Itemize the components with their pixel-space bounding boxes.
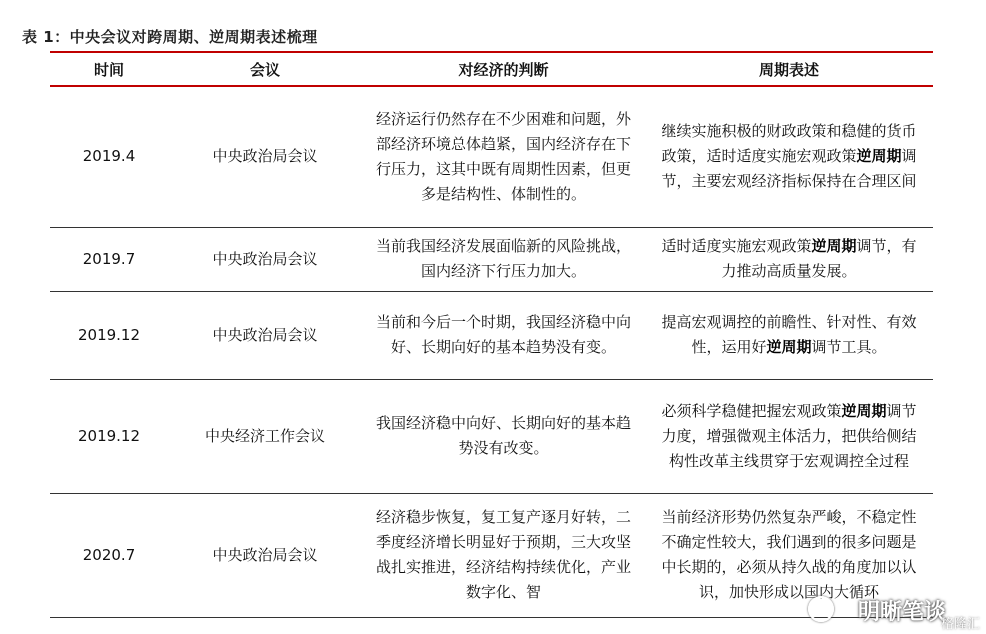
watermark-logo-icon: [808, 596, 834, 622]
cell-expression: [645, 86, 933, 227]
keyword-highlight: 逆周期: [811, 237, 857, 255]
col-header-judgement: 对经济的判断: [362, 53, 645, 86]
expression-text: 调节工具。: [811, 338, 887, 356]
expression-text: 调节，有力推动高质量发展。: [721, 237, 917, 280]
table-row: [50, 227, 933, 291]
col-header-meeting: 会议: [168, 53, 362, 86]
table-row: [50, 493, 933, 617]
data-table: [50, 53, 933, 618]
cell-time: 2020.7: [50, 493, 168, 617]
expression-text: 调节力度，增强微观主体活力，把供给侧结构性改革主线贯穿于宏观调控全过程: [661, 401, 917, 470]
cell-expression: [645, 379, 933, 493]
cell-expression: [645, 227, 933, 291]
cell-time: 2019.12: [50, 291, 168, 379]
watermark-site: 格隆汇: [940, 617, 980, 632]
table-row: [50, 291, 933, 379]
expression-text: 必须科学稳健把握宏观政策: [661, 401, 842, 420]
watermark-brand: 明晰笔谈: [857, 600, 946, 625]
cell-meeting: 中央政治局会议: [168, 493, 362, 617]
expression-text: 当前经济形势仍然复杂严峻，不稳定性不确定性较大，我们遇到的很多问题是中长期的，必须从持久战的角度加以认识，加快形成以国内大循环: [661, 508, 917, 601]
cell-time: 2019.7: [50, 227, 168, 291]
table-caption: 表 1：中央会议对跨周期、逆周期表述梳理: [22, 28, 318, 46]
cell-time: 2019.12: [50, 379, 168, 493]
cell-meeting: 中央经济工作会议: [168, 379, 362, 493]
cell-judgement: 经济运行仍然存在不少困难和问题，外部经济环境总体趋紧，国内经济存在下行压力，这其中既有周期性因素，但更多是结构性、体制性的。: [362, 86, 645, 227]
expression-text: 适时适度实施宏观政策: [661, 237, 812, 255]
col-header-expression: 周期表述: [645, 53, 933, 86]
cell-meeting: 中央政治局会议: [168, 227, 362, 291]
cell-judgement: 当前和今后一个时期，我国经济稳中向好、长期向好的基本趋势没有变。: [362, 291, 645, 379]
keyword-highlight: 逆周期: [856, 147, 902, 166]
keyword-highlight: 逆周期: [766, 338, 812, 356]
cell-judgement: 经济稳步恢复，复工复产逐月好转，二季度经济增长明显好于预期，三大攻坚战扎实推进，经济结构持续优化，产业数字化、智: [362, 493, 645, 617]
expression-text: 提高宏观调控的前瞻性、针对性、有效性，运用好: [661, 313, 917, 356]
cell-meeting: 中央政治局会议: [168, 291, 362, 379]
header-row: [50, 53, 933, 86]
expression-text: 调节，主要宏观经济指标保持在合理区间: [661, 147, 917, 191]
table-row: [50, 379, 933, 493]
expression-text: 继续实施积极的财政政策和稳健的货币政策，适时适度实施宏观政策: [661, 122, 917, 166]
cell-meeting: 中央政治局会议: [168, 86, 362, 227]
cell-time: 2019.4: [50, 86, 168, 227]
cell-judgement: 我国经济稳中向好、长期向好的基本趋势没有改变。: [362, 379, 645, 493]
cell-expression: [645, 291, 933, 379]
table-row: [50, 86, 933, 227]
keyword-highlight: 逆周期: [841, 401, 887, 420]
cell-judgement: 当前我国经济发展面临新的风险挑战，国内经济下行压力加大。: [362, 227, 645, 291]
col-header-time: 时间: [50, 53, 168, 86]
